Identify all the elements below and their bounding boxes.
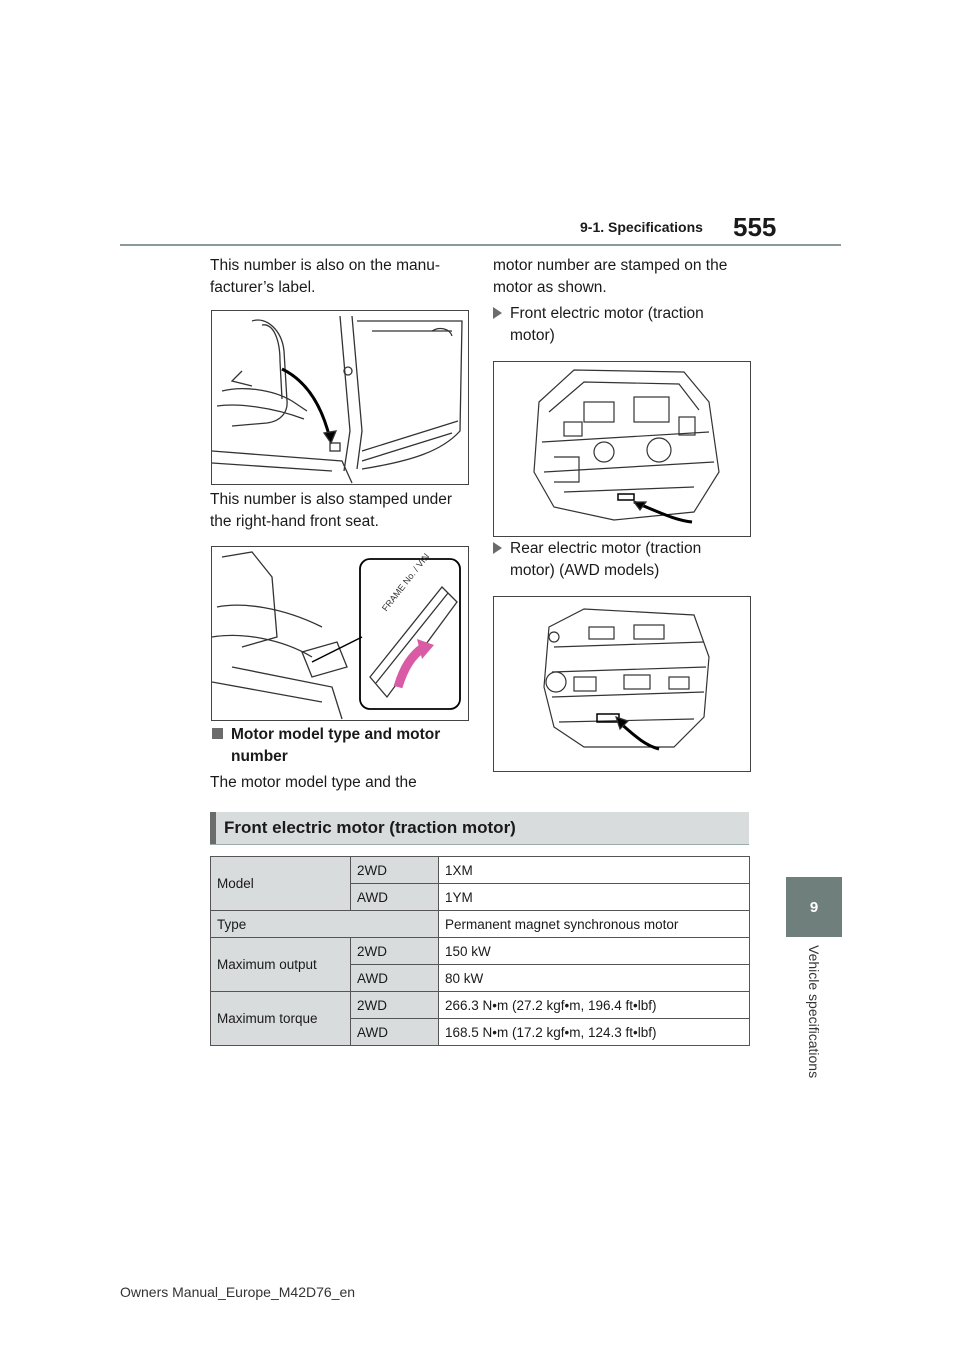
paragraph-seat-stamp [210, 489, 452, 533]
bullet-front-motor [493, 303, 704, 347]
footer-doc-id: Owners Manual_Europe_M42D76_en [120, 1284, 356, 1300]
text-line: motor as shown. [493, 279, 607, 296]
table-row [211, 911, 750, 938]
variant-cell: AWD [351, 965, 439, 992]
row-header-output: Maximum output [211, 938, 351, 992]
variant-cell: 2WD [351, 857, 439, 884]
page-number: 555 [733, 212, 777, 242]
variant-cell: AWD [351, 1019, 439, 1046]
variant-cell: 2WD [351, 992, 439, 1019]
value-cell: 150 kW [439, 938, 750, 965]
text-line: This number is also stamped under [210, 491, 453, 508]
value-cell: Permanent magnet synchronous motor [439, 911, 750, 938]
table-row [211, 938, 750, 965]
bullet-rear-motor [493, 538, 701, 582]
square-bullet-icon [212, 728, 223, 739]
illustration-seat-vin [211, 546, 469, 721]
row-header-model: Model [211, 857, 351, 911]
subheading-motor-model [212, 724, 440, 768]
text-line: This number is also on the manu- [210, 257, 441, 274]
triangle-bullet-icon [493, 542, 502, 554]
value-cell: 168.5 N•m (17.2 kgf•m, 124.3 ft•lbf) [439, 1019, 750, 1046]
header-rule [120, 244, 841, 246]
text-line: motor number are stamped on the [493, 257, 728, 274]
illustration-door-label [211, 310, 469, 485]
table-row [211, 857, 750, 884]
row-header-type: Type [211, 911, 439, 938]
value-cell: 266.3 N•m (27.2 kgf•m, 196.4 ft•lbf) [439, 992, 750, 1019]
text-line: facturer’s label. [210, 279, 316, 296]
variant-cell: AWD [351, 884, 439, 911]
section-bar [210, 812, 749, 845]
paragraph-motor-stamped [493, 255, 727, 299]
chapter-label-text: Vehicle specifications [806, 945, 822, 1079]
table-row [211, 992, 750, 1019]
bullet-text: motor) [510, 327, 555, 344]
paragraph-manufacturer-label [210, 255, 440, 299]
section-title: 9-1. Specifications [580, 219, 703, 235]
section-rule [210, 844, 749, 845]
variant-cell: 2WD [351, 938, 439, 965]
illustration-front-motor [493, 361, 751, 537]
chapter-number: 9 [809, 898, 819, 916]
section-heading: Front electric motor (traction motor) [224, 818, 516, 837]
vin-plate-text: FRAME No. / VIN [380, 551, 432, 614]
bullet-text: motor) (AWD models) [510, 562, 660, 579]
bullet-text: Rear electric motor (traction [510, 540, 702, 557]
subheading-line: Motor model type and motor [231, 726, 441, 743]
chapter-tab[interactable] [786, 877, 842, 937]
value-cell: 1YM [439, 884, 750, 911]
text-line: the right-hand front seat. [210, 513, 379, 530]
subheading-line: number [231, 748, 288, 765]
paragraph-motor-model: The motor model type and the [210, 774, 417, 791]
value-cell: 1XM [439, 857, 750, 884]
value-cell: 80 kW [439, 965, 750, 992]
triangle-bullet-icon [493, 307, 502, 319]
illustration-rear-motor [493, 596, 751, 772]
row-header-torque: Maximum torque [211, 992, 351, 1046]
motor-spec-table [210, 856, 750, 1046]
bullet-text: Front electric motor (traction [510, 305, 704, 322]
section-accent [210, 812, 216, 845]
chapter-label [786, 945, 842, 1095]
